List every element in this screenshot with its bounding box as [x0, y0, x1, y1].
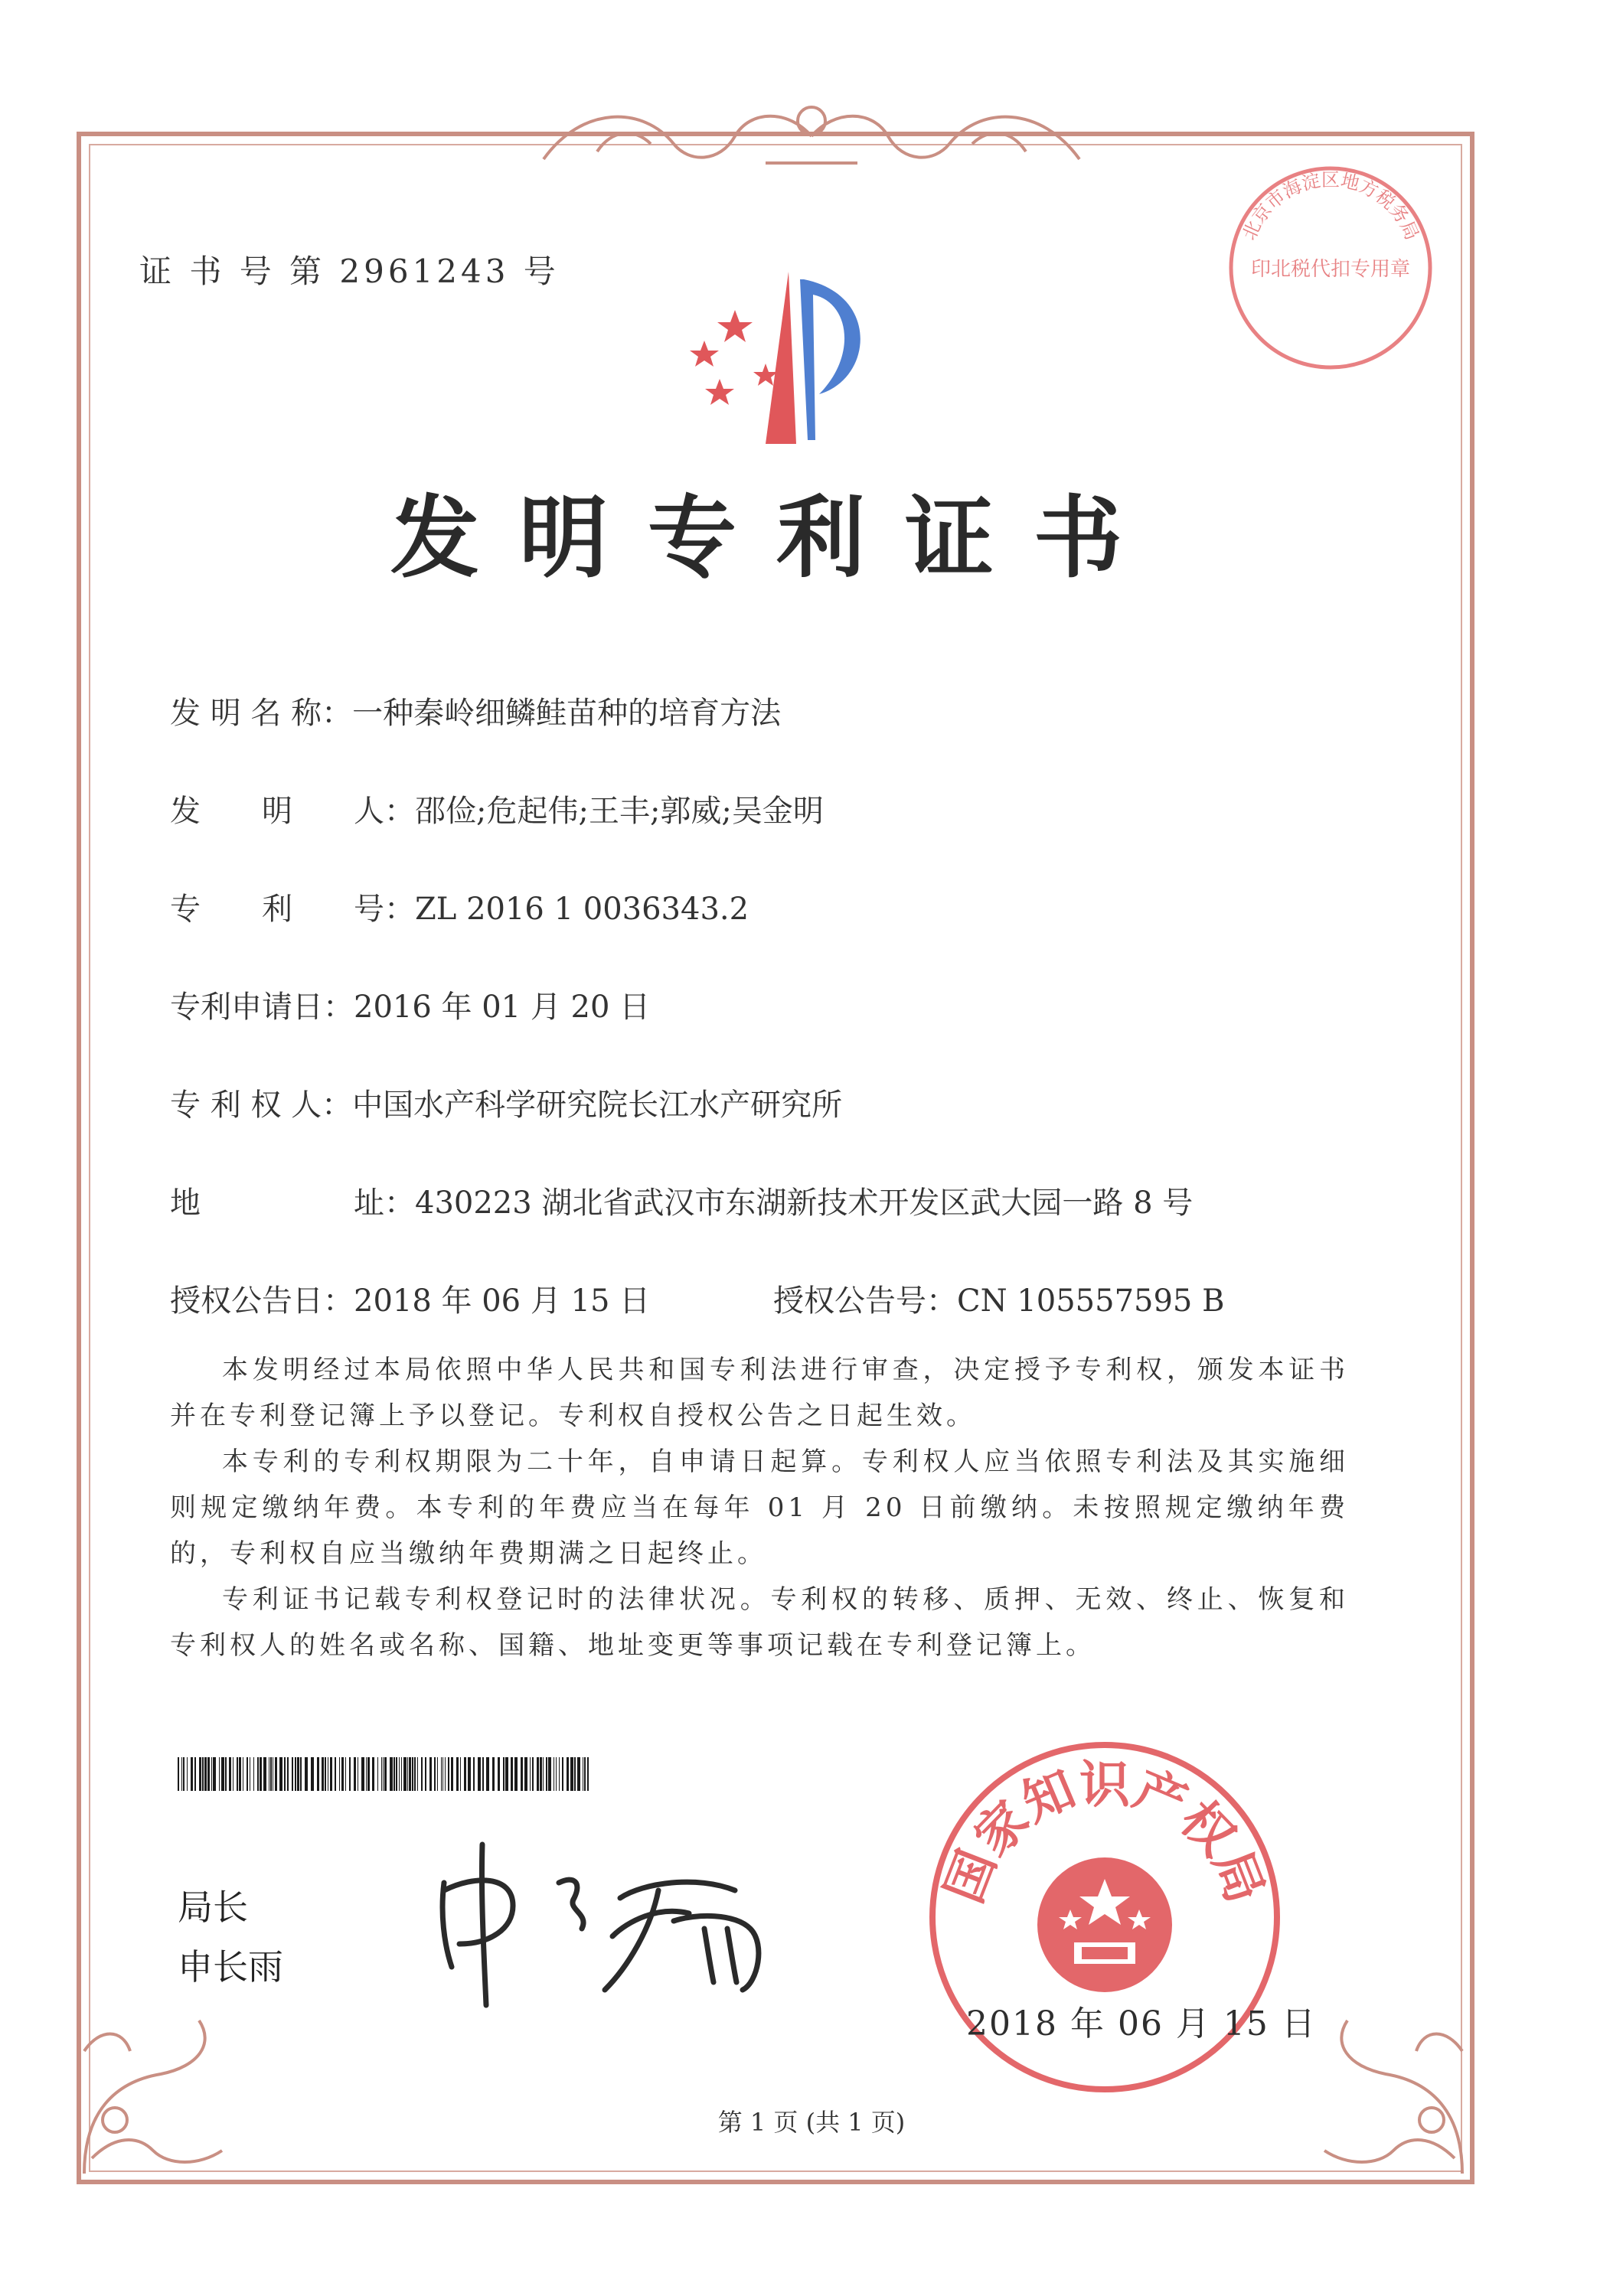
star-icons: [690, 310, 778, 405]
field-value: 430223 湖北省武汉市东湖新技术开发区武大园一路 8 号: [415, 1186, 1194, 1221]
field-value: CN 105557595 B: [957, 1283, 1225, 1319]
body-paragraph: 本专利的专利权期限为二十年，自申请日起算。专利权人应当依照专利法及其实施细则规定缴纳年费。本专利的年费应当在每年 01 月 20 日前缴纳。未按照规定缴纳年费的，专利权自应当缴纳年费期满之日起终止。: [170, 1446, 1349, 1569]
field-label: 授权公告日：: [170, 1283, 354, 1319]
field-label: 发 明 名 称：: [170, 696, 353, 731]
national-emblem-icon: [1037, 1857, 1172, 1992]
field-label: 专 利 权 人：: [170, 1088, 353, 1123]
field-label: 地 址：: [170, 1186, 415, 1221]
tax-seal-inner-text: 印北税代扣专用章: [1250, 258, 1411, 281]
seal-text: 国家知识产权局: [934, 1755, 1275, 1911]
field-filing-date: [170, 983, 650, 1026]
field-invention-name: [170, 689, 781, 732]
bottom-right-ornament: [1301, 1959, 1478, 2189]
patent-office-logo: [651, 249, 903, 448]
certificate-body: [170, 1347, 1349, 1668]
field-patentee: [170, 1081, 842, 1124]
field-value: 中国水产科学研究院长江水产研究所: [352, 1088, 843, 1123]
seal-date: 2018 年 06 月 15 日: [966, 2004, 1317, 2043]
director-signature: [429, 1837, 796, 2013]
certificate-number: 证 书 号 第 2961243 号: [139, 253, 560, 290]
field-value: 邵俭;危起伟;王丰;郭威;吴金明: [415, 794, 824, 829]
bottom-left-ornament: [69, 1959, 245, 2189]
field-patent-number: [170, 885, 749, 928]
field-value: ZL 2016 1 0036343.2: [415, 892, 749, 927]
field-label: 授权公告号：: [773, 1283, 957, 1319]
top-ornament: [536, 90, 1087, 174]
field-inventors: [170, 787, 824, 830]
field-value: 一种秦岭细鳞鲑苗种的培育方法: [352, 696, 782, 731]
field-value: 2018 年 06 月 15 日: [354, 1283, 651, 1319]
body-paragraph: 本发明经过本局依照中华人民共和国专利法进行审查，决定授予专利权，颁发本证书并在专利登记簿上予以登记。专利权自授权公告之日起生效。: [170, 1355, 1349, 1431]
director-title: 局长: [178, 1887, 248, 1928]
svg-text:北京市海淀区地方税务局: [1238, 169, 1422, 243]
page-number: 第 1 页 (共 1 页): [717, 2108, 906, 2137]
body-paragraph: 专利证书记载专利权登记时的法律状况。专利权的转移、质押、无效、终止、恢复和专利权人的姓名或名称、国籍、地址变更等事项记载在专利登记簿上。: [170, 1584, 1349, 1661]
field-label: 专 利 号：: [170, 892, 415, 927]
tax-seal-outer-text: 北京市海淀区地方税务局: [1238, 168, 1423, 243]
director-name: 申长雨: [178, 1946, 283, 1988]
tax-seal: [1223, 161, 1438, 375]
field-address: [170, 1179, 1193, 1222]
field-value: 2016 年 01 月 20 日: [354, 990, 651, 1025]
field-grant-date: [170, 1277, 650, 1320]
page-title: 发明专利证书: [390, 486, 1162, 590]
barcode: [178, 1757, 591, 1791]
field-label: 发 明 人：: [170, 794, 415, 829]
field-grant-number: [773, 1277, 1224, 1320]
field-label: 专利申请日：: [170, 990, 354, 1025]
